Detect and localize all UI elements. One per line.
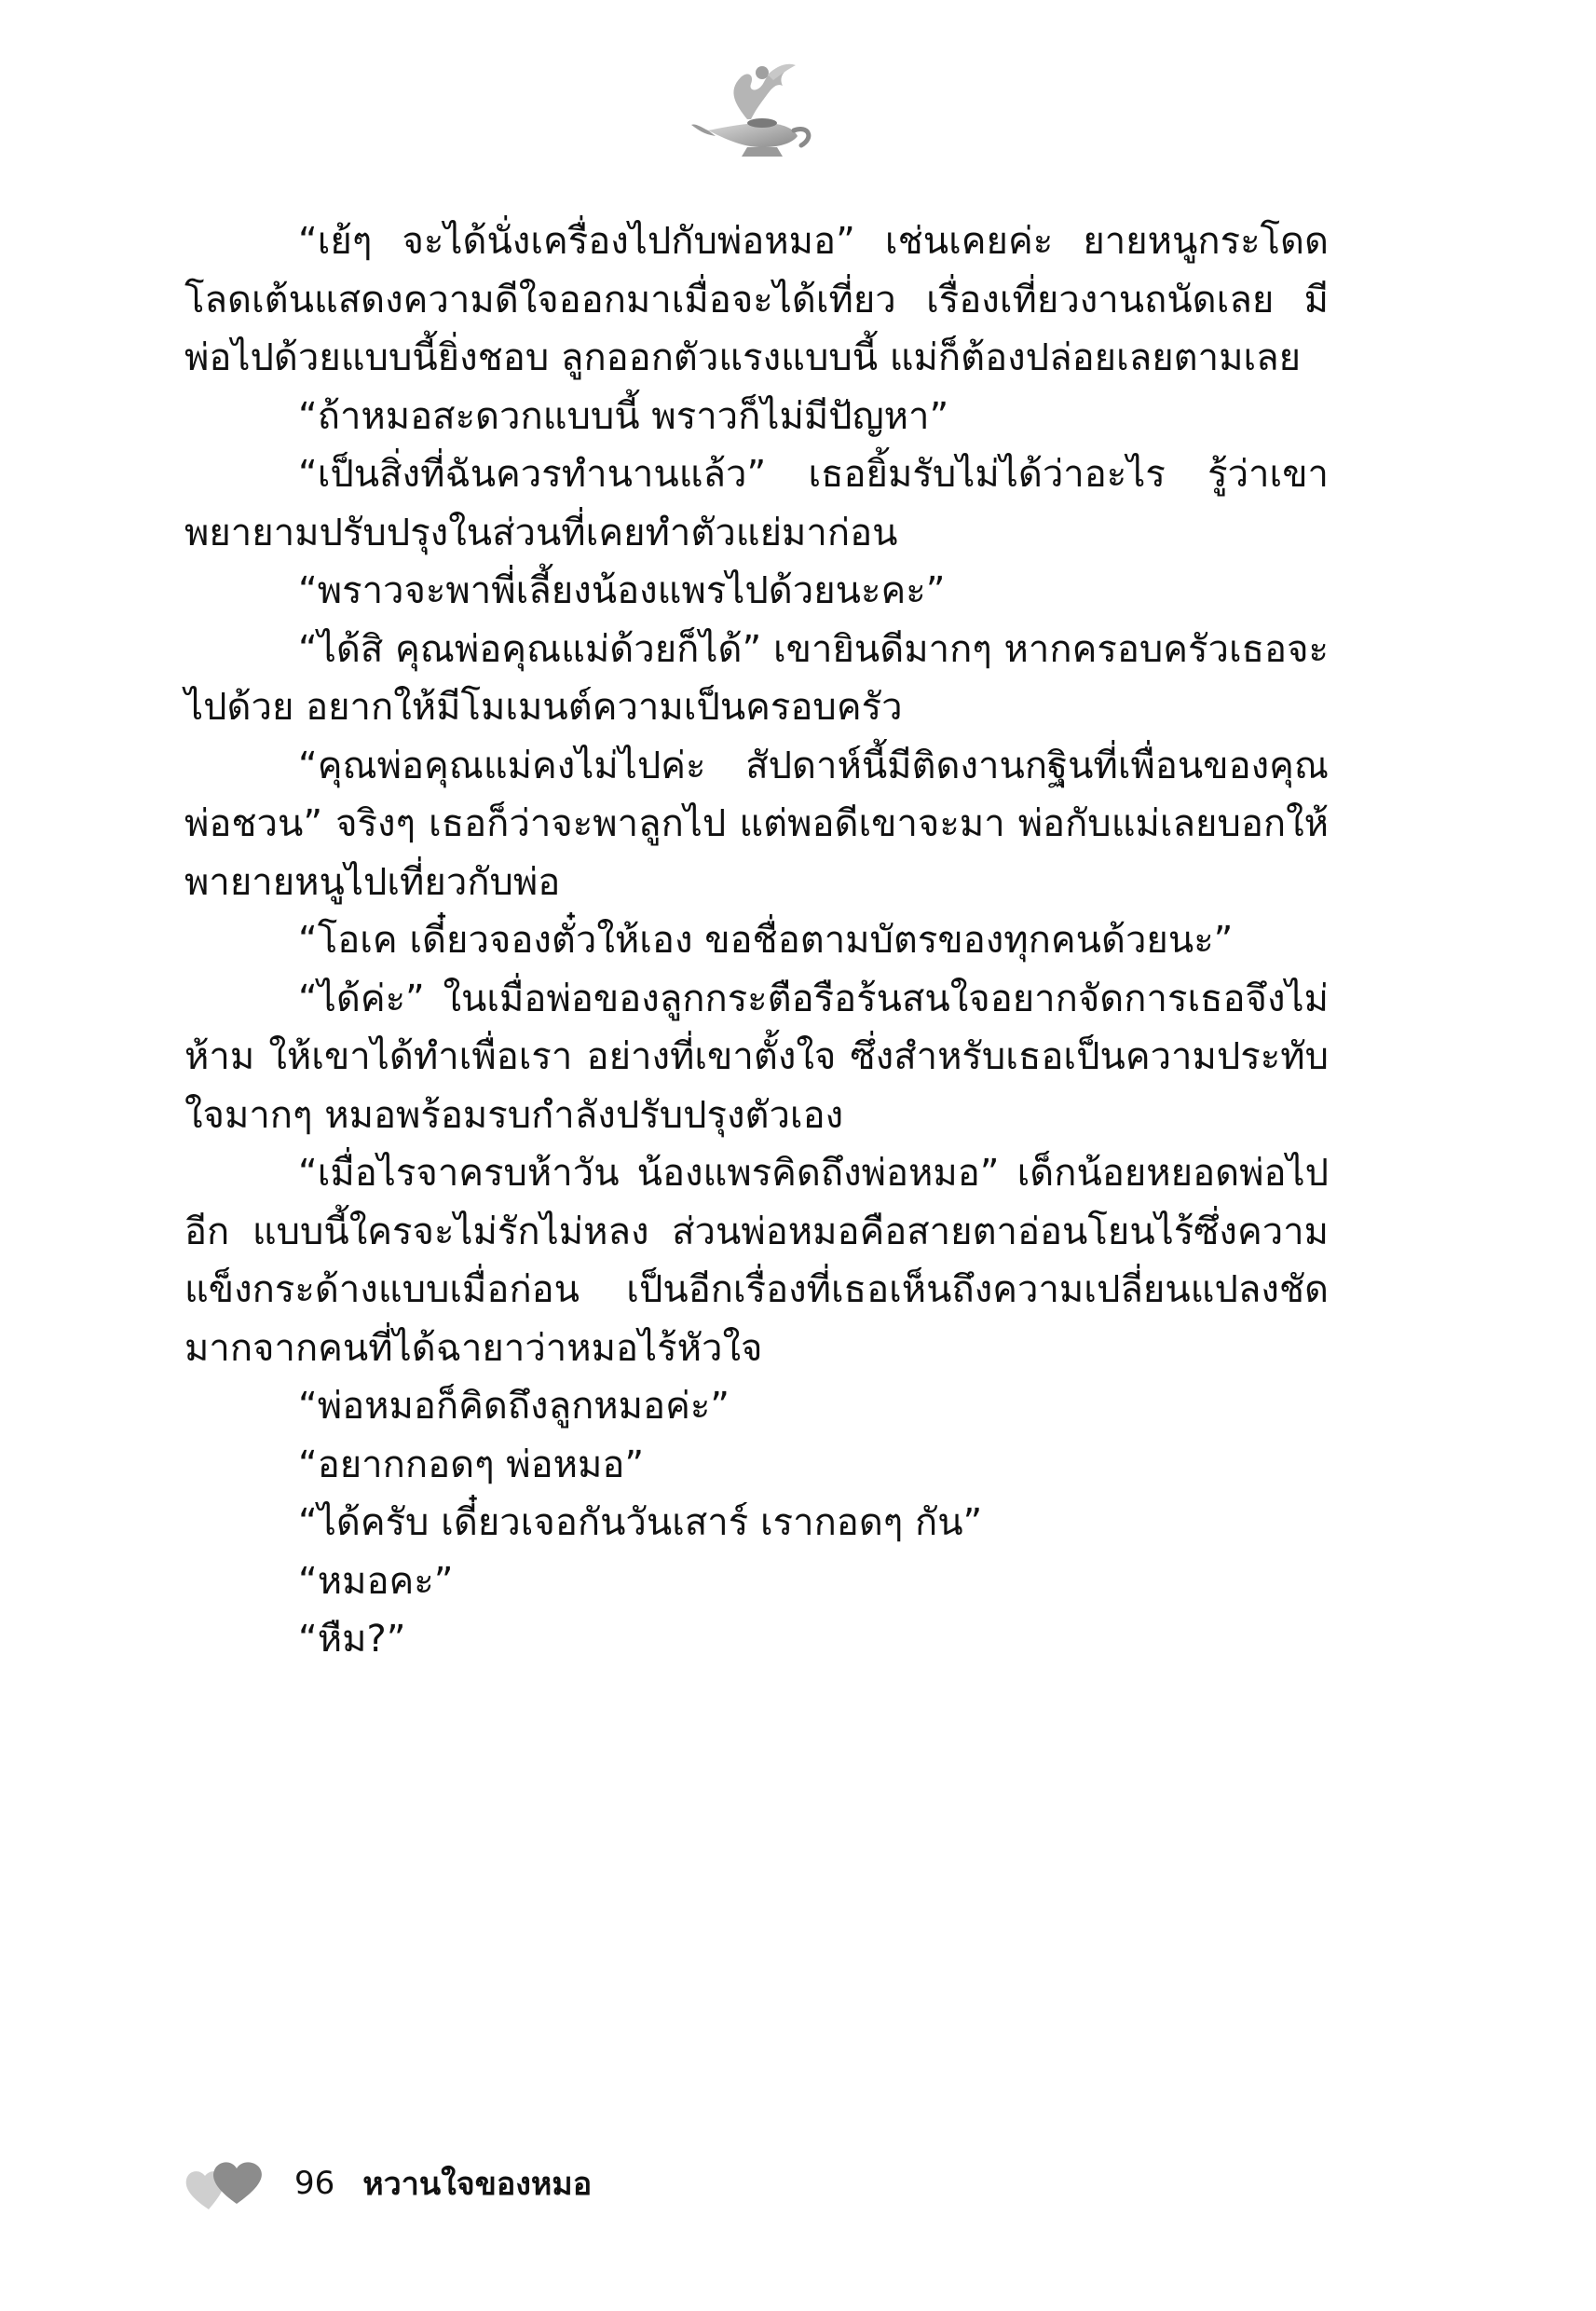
paragraph-5: “ได้สิ คุณพ่อคุณแม่ด้วยก็ได้” เขายินดีมากๆ หากครอบครัวเธอจะไปด้วย อยากให้มีโมเมนต์ความเป็นครอบครัว bbox=[184, 627, 1329, 729]
paragraph-13: “หมอคะ” bbox=[298, 1559, 454, 1603]
paragraph-4: “พราวจะพาพี่เลี้ยงน้องแพรไปด้วยนะคะ” bbox=[298, 569, 946, 612]
body-text bbox=[184, 212, 1329, 1669]
paragraph-2: “ถ้าหมอสะดวกแบบนี้ พราวก็ไม่มีปัญหา” bbox=[298, 394, 949, 438]
paragraph-12: “ได้ครับ เดี๋ยวเจอกันวันเสาร์ เรากอดๆ กัน” bbox=[298, 1501, 983, 1544]
paragraph-14: “หืม?” bbox=[298, 1618, 406, 1661]
paragraph-3: “เป็นสิ่งที่ฉันควรทำนานแล้ว” เธอยิ้มรับไม่ได้ว่าอะไร รู้ว่าเขาพยายามปรับปรุงในส่วนที่เคยทำตัวแย่มาก่อน bbox=[184, 453, 1329, 554]
paragraph-7: “โอเค เดี๋ยวจองตั๋วให้เอง ขอชื่อตามบัตรของทุกคนด้วยนะ” bbox=[298, 919, 1234, 962]
paragraph-8: “ได้ค่ะ” ในเมื่อพ่อของลูกกระตือรือร้นสนใจอยากจัดการเธอจึงไม่ห้าม ให้เขาได้ทำเพื่อเรา อย่างที่เขาตั้งใจ ซึ่งสำหรับเธอเป็นความประทับใจมากๆ หมอพร้อมรบกำลังปรับปรุงตัวเอง bbox=[184, 977, 1329, 1137]
book-title: หวานใจของหมอ bbox=[362, 2166, 593, 2203]
page-footer bbox=[183, 2151, 592, 2216]
paragraph-6: “คุณพ่อคุณแม่คงไม่ไปค่ะ สัปดาห์นี้มีติดงานกฐินที่เพื่อนของคุณพ่อชวน” จริงๆ เธอก็ว่าจะพาลูกไป แต่พอดีเขาจะมา พ่อกับแม่เลยบอกให้พายายหนูไปเที่ยวกับพ่อ bbox=[184, 744, 1329, 904]
genie-lamp-icon bbox=[689, 54, 820, 166]
paragraph-9: “เมื่อไรจาครบห้าวัน น้องแพรคิดถึงพ่อหมอ” เด็กน้อยหยอดพ่อไปอีก แบบนี้ใครจะไม่รักไม่หลง ส่วนพ่อหมอคือสายตาอ่อนโยนไร้ซึ่งความแข็งกระด้างแบบเมื่อก่อน เป็นอีกเรื่องที่เธอเห็นถึงความเปลี่ยนแปลงชัดมากจากคนที่ได้ฉายาว่าหมอไร้หัวใจ bbox=[184, 1152, 1329, 1370]
page-number: 96 bbox=[294, 2165, 335, 2202]
hearts-icon bbox=[183, 2154, 266, 2213]
paragraph-11: “อยากกอดๆ พ่อหมอ” bbox=[298, 1443, 645, 1486]
paragraph-10: “พ่อหมอก็คิดถึงลูกหมอค่ะ” bbox=[298, 1385, 730, 1428]
paragraph-1: “เย้ๆ จะได้นั่งเครื่องไปกับพ่อหมอ” เช่นเคยค่ะ ยายหนูกระโดดโลดเต้นแสดงความดีใจออกมาเมื่อจะได้เที่ยว เรื่องเที่ยวงานถนัดเลย มีพ่อไปด้วยแบบนี้ยิ่งชอบ ลูกออกตัวแรงแบบนี้ แม่ก็ต้องปล่อยเลยตามเลย bbox=[184, 220, 1329, 379]
